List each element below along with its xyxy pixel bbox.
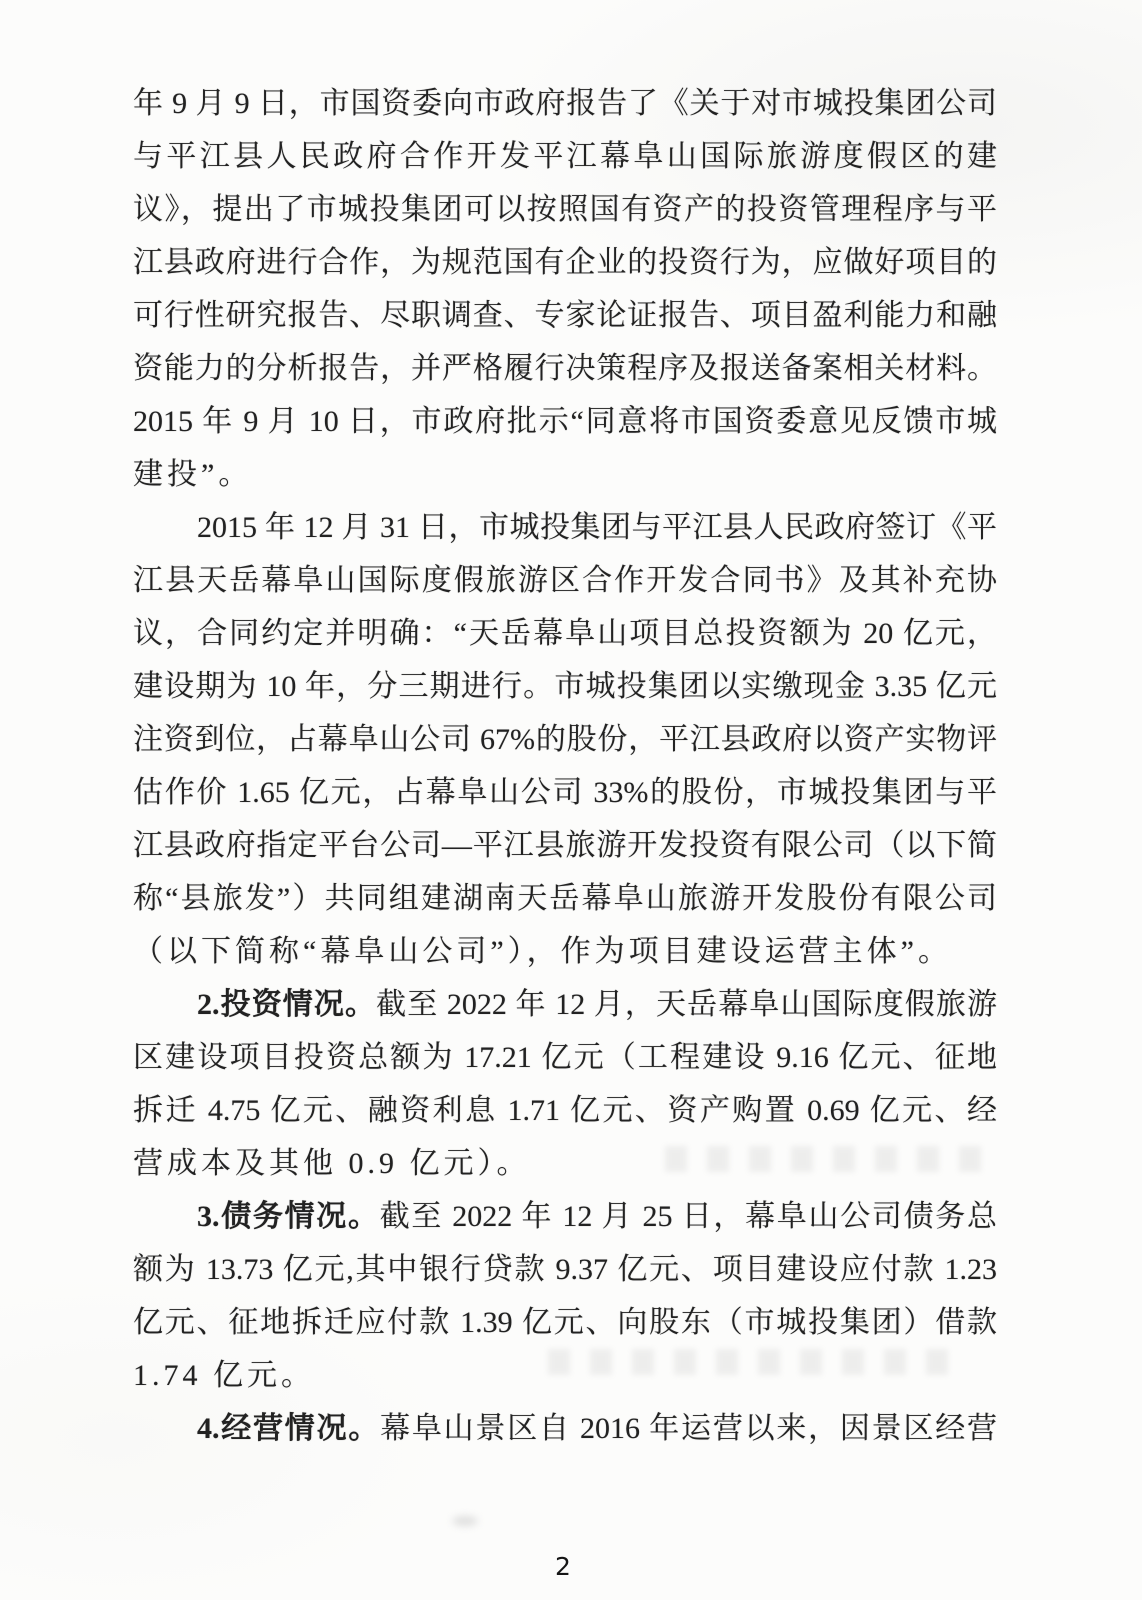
text-line — [133, 236, 997, 289]
text-line — [133, 501, 997, 554]
line-text: 与平江县人民政府合作开发平江幕阜山国际旅游度假区的建 — [133, 140, 997, 173]
line-text: 2015 年 12 月 31 日，市城投集团与平江县人民政府签订《平 — [197, 511, 997, 544]
line-text: 1.74 亿元。 — [133, 1359, 315, 1392]
line-text: 议，合同约定并明确：“天岳幕阜山项目总投资额为 20 亿元， — [133, 617, 997, 650]
document-text-block — [133, 77, 997, 1455]
line-text: 资能力的分析报告，并严格履行决策程序及报送备案相关材料。 — [133, 352, 997, 385]
line-text: 年 9 月 9 日，市国资委向市政府报告了《关于对市城投集团公司 — [133, 87, 997, 120]
section-heading-debt: 3.债务情况。 — [197, 1200, 380, 1233]
text-line — [133, 395, 997, 448]
text-line — [133, 713, 997, 766]
text-line — [133, 925, 997, 978]
text-line — [133, 1402, 997, 1455]
line-text: 江县政府进行合作，为规范国有企业的投资行为，应做好项目的 — [133, 246, 997, 279]
text-line — [133, 872, 997, 925]
text-line — [133, 1031, 997, 1084]
text-line — [133, 554, 997, 607]
text-line — [133, 819, 997, 872]
line-text: 截至 2022 年 12 月，天岳幕阜山国际度假旅游 — [376, 988, 997, 1021]
text-line — [133, 1137, 997, 1190]
section-heading-investment: 2.投资情况。 — [197, 988, 377, 1021]
text-line — [133, 130, 997, 183]
line-text: 截至 2022 年 12 月 25 日，幕阜山公司债务总 — [379, 1200, 997, 1233]
line-text: 可行性研究报告、尽职调查、专家论证报告、项目盈利能力和融 — [133, 299, 997, 332]
text-line — [133, 660, 997, 713]
text-line — [133, 342, 997, 395]
scan-smudge-artifact — [452, 1516, 478, 1526]
line-text: 幕阜山景区自 2016 年运营以来，因景区经营 — [380, 1412, 997, 1445]
text-line — [133, 1084, 997, 1137]
text-line — [133, 448, 997, 501]
line-text: 议》，提出了市城投集团可以按照国有资产的投资管理程序与平 — [133, 193, 997, 226]
line-text: 建设期为 10 年，分三期进行。市城投集团以实缴现金 3.35 亿元 — [133, 670, 997, 703]
line-text: 额为 13.73 亿元,其中银行贷款 9.37 亿元、项目建设应付款 1.23 — [133, 1253, 997, 1286]
line-text: 区建设项目投资总额为 17.21 亿元（工程建设 9.16 亿元、征地 — [133, 1041, 997, 1074]
line-text: 拆迁 4.75 亿元、融资利息 1.71 亿元、资产购置 0.69 亿元、经 — [133, 1094, 997, 1127]
text-line — [133, 183, 997, 236]
text-line — [133, 1349, 997, 1402]
text-line — [133, 607, 997, 660]
line-text: 2015 年 9 月 10 日，市政府批示“同意将市国资委意见反馈市城 — [133, 405, 997, 438]
line-text: 营成本及其他 0.9 亿元）。 — [133, 1147, 531, 1180]
text-line — [133, 1243, 997, 1296]
line-text: （以下简称“幕阜山公司”），作为项目建设运营主体”。 — [133, 935, 952, 968]
line-text: 建投”。 — [133, 458, 253, 491]
section-heading-operation: 4.经营情况。 — [197, 1412, 381, 1445]
text-line — [133, 289, 997, 342]
text-line — [133, 978, 997, 1031]
line-text: 注资到位，占幕阜山公司 67%的股份，平江县政府以资产实物评 — [133, 723, 997, 756]
text-line — [133, 766, 997, 819]
line-text: 称“县旅发”）共同组建湖南天岳幕阜山旅游开发股份有限公司 — [133, 882, 997, 915]
line-text: 估作价 1.65 亿元，占幕阜山公司 33%的股份，市城投集团与平 — [133, 776, 997, 809]
line-text: 江县政府指定平台公司—平江县旅游开发投资有限公司（以下简 — [133, 829, 997, 862]
text-line — [133, 1190, 997, 1243]
text-line — [133, 77, 997, 130]
line-text: 亿元、征地拆迁应付款 1.39 亿元、向股东（市城投集团）借款 — [133, 1306, 997, 1339]
text-line — [133, 1296, 997, 1349]
line-text: 江县天岳幕阜山国际度假旅游区合作开发合同书》及其补充协 — [133, 564, 997, 597]
page-number: 2 — [555, 1552, 571, 1581]
